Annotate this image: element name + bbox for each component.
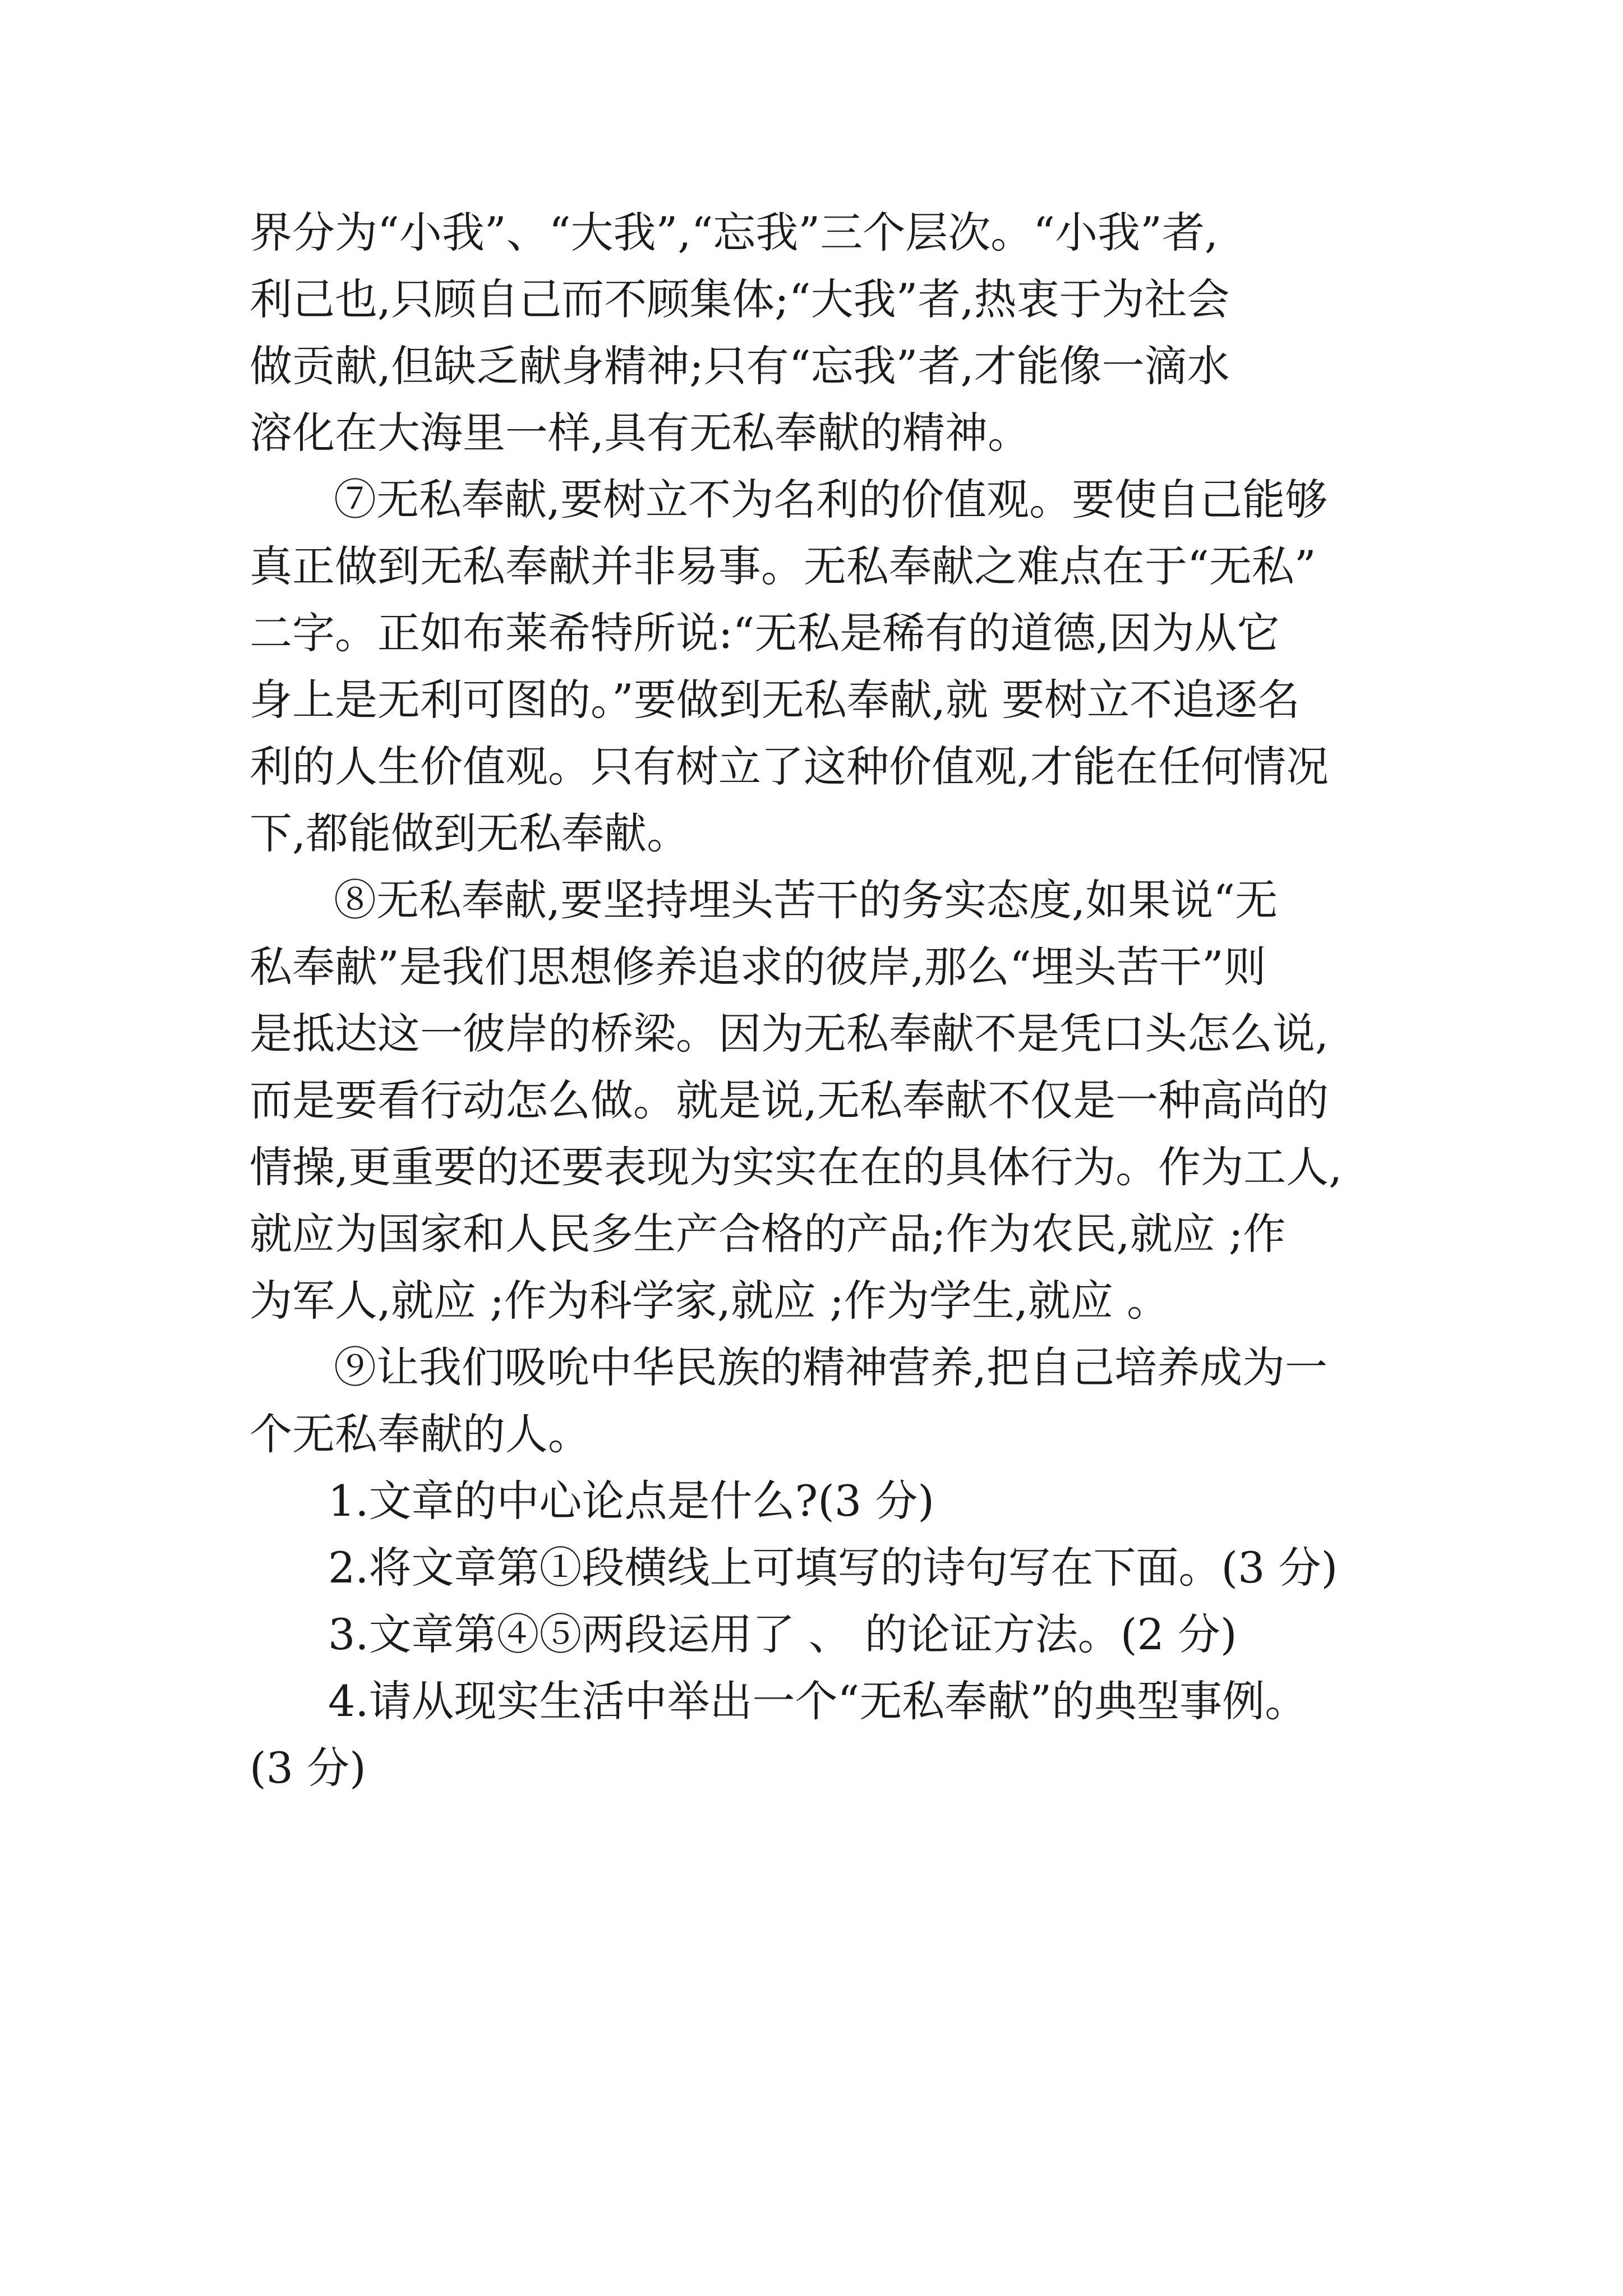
text-line: 利的人生价值观。只有树立了这种价值观,才能在任何情况 [250, 742, 1329, 792]
text-line: 真正做到无私奉献并非易事。无私奉献之难点在于“无私” [250, 541, 1316, 591]
text-line: 私奉献”是我们思想修养追求的彼岸,那么“埋头苦干”则 [250, 942, 1266, 992]
text-line: 就应为国家和人民多生产合格的产品;作为农民,就应 ;作 [250, 1209, 1286, 1259]
question-2: 2.将文章第①段横线上可填写的诗句写在下面。(3 分) [328, 1543, 1338, 1593]
question-1: 1.文章的中心论点是什么?(3 分) [328, 1476, 935, 1526]
paragraph-7-first-line: ⑦无私奉献,要树立不为名利的价值观。要使自己能够 [334, 475, 1328, 524]
text-line: 溶化在大海里一样,具有无私奉献的精神。 [250, 408, 1031, 458]
paragraph-9-first-line: ⑨让我们吸吮中华民族的精神营养,把自己培养成为一 [334, 1342, 1328, 1392]
text-line: 情操,更重要的还要表现为实实在在的具体行为。作为工人, [250, 1142, 1343, 1192]
question-4-score: (3 分) [250, 1743, 366, 1793]
paragraph-8-first-line: ⑧无私奉献,要坚持埋头苦干的务实态度,如果说“无 [334, 875, 1278, 925]
question-3: 3.文章第④⑤两段运用了 、 的论证方法。(2 分) [328, 1609, 1237, 1659]
text-line: 下,都能做到无私奉献。 [250, 808, 690, 858]
text-line: 个无私奉献的人。 [250, 1409, 591, 1459]
text-line: 而是要看行动怎么做。就是说,无私奉献不仅是一种高尚的 [250, 1075, 1329, 1125]
text-line: 身上是无利可图的。”要做到无私奉献,就 要树立不追逐名 [250, 675, 1301, 725]
text-line: 二字。正如布莱希特所说:“无私是稀有的道德,因为从它 [250, 608, 1280, 658]
text-line: 做贡献,但缺乏献身精神;只有“忘我”者,才能像一滴水 [250, 341, 1230, 391]
question-4: 4.请从现实生活中举出一个“无私奉献”的典型事例。 [328, 1676, 1308, 1726]
text-line: 界分为“小我”、“大我”,“忘我”三个层次。“小我”者, [250, 208, 1219, 257]
text-line: 利己也,只顾自己而不顾集体;“大我”者,热衷于为社会 [250, 274, 1230, 324]
text-line: 是抵达这一彼岸的桥梁。因为无私奉献不是凭口头怎么说, [250, 1009, 1329, 1059]
text-line: 为军人,就应 ;作为科学家,就应 ;作为学生,就应 。 [250, 1276, 1170, 1326]
